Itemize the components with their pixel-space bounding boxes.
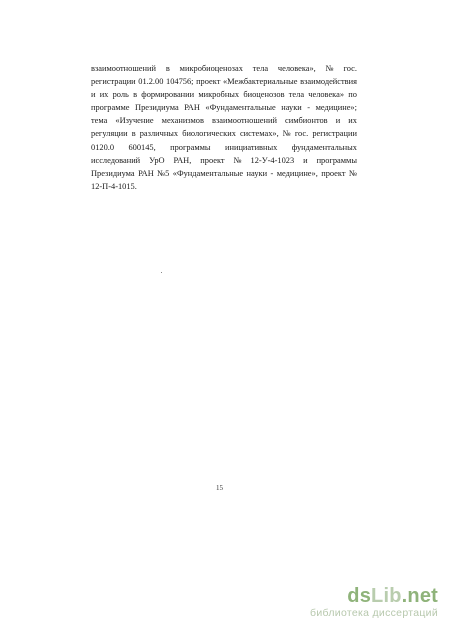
word: науки	[246, 168, 268, 178]
text-line	[91, 154, 357, 167]
word: инициативных	[225, 142, 278, 152]
word: медицине»;	[315, 103, 357, 113]
word: медицине»,	[276, 168, 318, 178]
word: №	[233, 155, 242, 165]
word: системах»,	[239, 129, 279, 139]
word: взаимоотношений	[212, 116, 277, 126]
word: по	[348, 90, 357, 100]
word: №	[282, 129, 291, 139]
word: «Фундаментальные	[205, 103, 276, 113]
word: 600145,	[128, 142, 156, 152]
word: и	[335, 116, 341, 126]
word: науки	[281, 103, 302, 113]
word: взаимоотношений	[91, 64, 156, 73]
logo-part-lib: Lib	[371, 585, 402, 607]
word: проект	[321, 168, 346, 178]
word: №	[325, 64, 334, 73]
text-line	[91, 141, 357, 154]
word: программы	[170, 142, 211, 152]
word: 12-У-4-1023	[250, 155, 295, 165]
logo-part-net: .net	[401, 585, 438, 607]
word: программе	[91, 103, 130, 113]
word: «Изучение	[115, 116, 154, 126]
word: и	[91, 90, 96, 100]
word: тела	[288, 90, 305, 100]
word: исследований	[91, 155, 141, 165]
word: человека»,	[277, 64, 316, 73]
stray-mark	[161, 272, 162, 273]
word: РАН	[138, 168, 154, 178]
text-line	[91, 167, 357, 180]
word: «Межбактериальные	[222, 77, 298, 87]
word: различных	[139, 129, 179, 139]
text-line	[91, 75, 357, 88]
text-line	[91, 127, 357, 140]
word: тела	[252, 64, 269, 73]
word: -	[270, 168, 274, 178]
word: тема	[91, 116, 108, 126]
text-line	[91, 114, 357, 127]
word: взаимодействия	[300, 77, 357, 87]
text-line-last: 12-П-4-1015.	[91, 181, 137, 191]
word: симбионтов	[285, 116, 328, 126]
word: в	[133, 90, 138, 100]
word: в	[165, 64, 170, 73]
word: РАН	[184, 103, 200, 113]
word: УрО	[149, 155, 165, 165]
word: проект	[196, 77, 221, 87]
word: и	[303, 155, 308, 165]
word: механизмов	[161, 116, 204, 126]
word: биологических	[182, 129, 236, 139]
word: гос.	[343, 64, 357, 73]
word: РАН,	[173, 155, 192, 165]
text-line	[91, 88, 357, 101]
word: микробиоценозах	[179, 64, 243, 73]
word: их	[99, 90, 109, 100]
word: №5	[157, 168, 170, 178]
word: регистрации	[312, 129, 357, 139]
word: их	[348, 116, 357, 126]
word: биоценозов	[243, 90, 285, 100]
word: роль	[112, 90, 129, 100]
word: 104756;	[166, 77, 194, 87]
word: -	[307, 103, 311, 113]
word: гос.	[294, 129, 309, 139]
word: «Фундаментальные	[172, 168, 244, 178]
word: проект	[200, 155, 225, 165]
text-line	[91, 62, 357, 75]
dslib-watermark	[310, 585, 438, 619]
word: в	[131, 129, 136, 139]
word: №	[348, 168, 357, 178]
word: 0120.0	[91, 142, 115, 152]
word: Президиума	[91, 168, 135, 178]
word: 01.2.00	[138, 77, 164, 87]
text-line	[91, 101, 357, 114]
word: формировании	[141, 90, 195, 100]
word: микробных	[198, 90, 240, 100]
word: человека»	[308, 90, 345, 100]
dslib-logo	[310, 585, 438, 607]
word: Президиума	[135, 103, 179, 113]
word: регистрации	[91, 77, 136, 87]
word: фундаментальных	[291, 142, 357, 152]
word: программы	[316, 155, 357, 165]
page-number: 15	[216, 484, 223, 492]
body-paragraph	[91, 62, 357, 193]
word: регуляции	[91, 129, 128, 139]
watermark-subtitle: библиотека диссертаций	[310, 607, 438, 619]
logo-part-ds: ds	[347, 585, 372, 607]
